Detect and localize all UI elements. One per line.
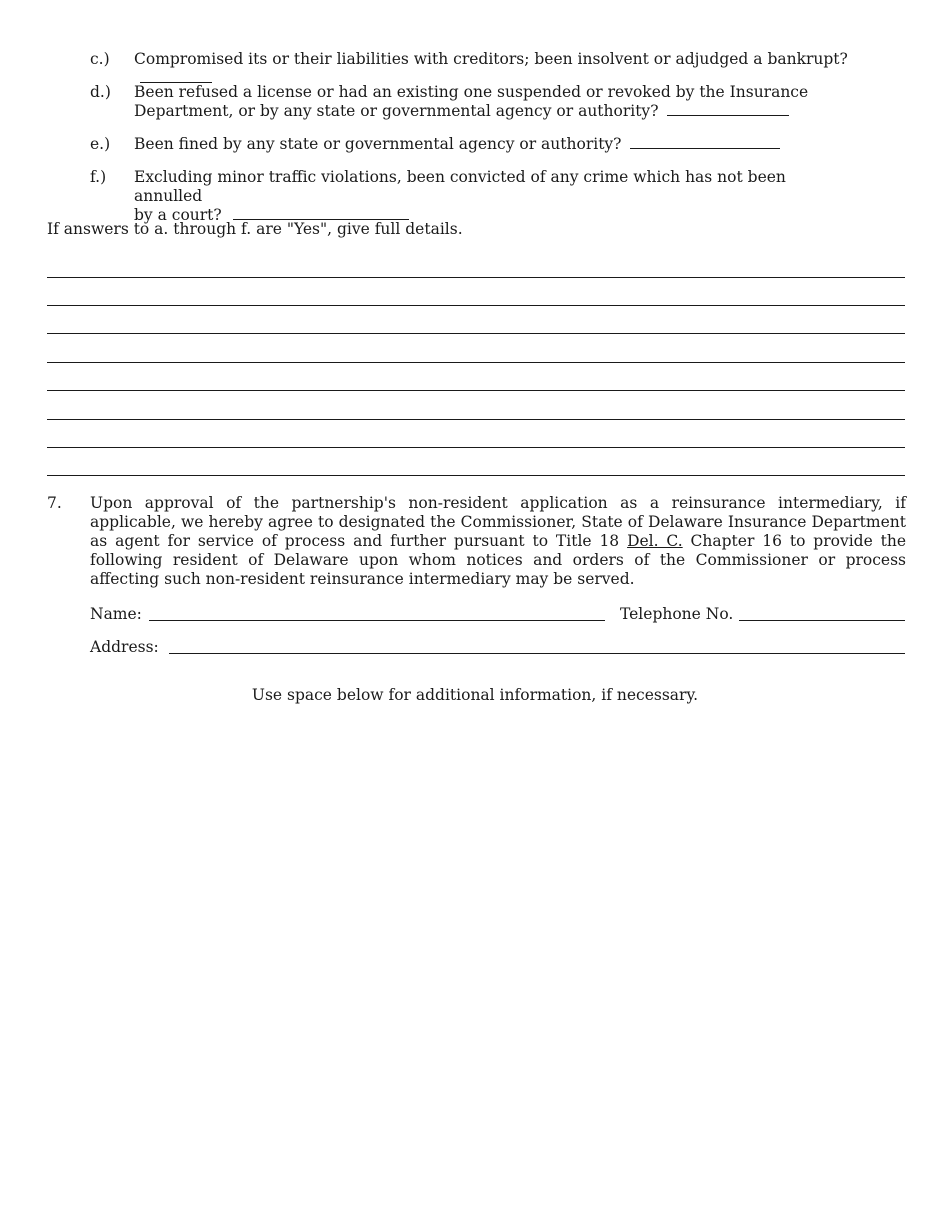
details-line[interactable] — [47, 277, 905, 278]
question-d-answer-field[interactable] — [667, 114, 789, 116]
question-d-line1: Been refused a license or had an existing one suspended or revoked by the Insurance — [134, 83, 809, 101]
details-line[interactable] — [47, 390, 905, 391]
address-field[interactable] — [169, 653, 905, 654]
question-c-text: Compromised its or their liabilities with creditors; been insolvent or adjudged a bankrupt? — [134, 50, 848, 68]
question-c-label: c.) — [90, 50, 110, 68]
question-d-line2: Department, or by any state or governmental agency or authority? — [134, 102, 659, 120]
question-f — [134, 168, 854, 225]
details-line[interactable] — [47, 475, 905, 476]
question-f-line2: by a court? — [134, 206, 222, 224]
question-f-line1: Excluding minor traffic violations, been convicted of any crime which has not been annulled — [134, 168, 786, 205]
name-label: Name: — [90, 605, 142, 623]
telephone-field[interactable] — [739, 620, 905, 621]
question-e-text: Been fined by any state or governmental agency or authority? — [134, 135, 622, 153]
section-7-paragraph — [90, 494, 906, 589]
details-line[interactable] — [47, 305, 905, 306]
additional-info-note: Use space below for additional information, if necessary. — [251, 686, 699, 704]
details-line[interactable] — [47, 447, 905, 448]
question-d-label: d.) — [90, 83, 111, 101]
question-e-answer-field[interactable] — [630, 147, 780, 149]
details-prompt: If answers to a. through f. are "Yes", give full details. — [47, 220, 463, 238]
question-e-label: e.) — [90, 135, 111, 153]
details-line[interactable] — [47, 362, 905, 363]
address-label: Address: — [90, 638, 159, 656]
question-f-label: f.) — [90, 168, 107, 186]
question-e — [134, 135, 834, 154]
section-7-citation: Del. C. — [627, 532, 683, 550]
section-7-number: 7. — [47, 494, 62, 512]
section-7-text-after: Chapter 16 to provide the following resident of Delaware upon whom notices and orders of the Commissioner or process affecting such non-resident reinsurance intermediary may be served. — [90, 532, 907, 588]
name-field[interactable] — [149, 620, 605, 621]
telephone-label: Telephone No. — [620, 605, 734, 623]
details-line[interactable] — [47, 333, 905, 334]
section-7-text-before: Upon approval of the partnership's non-resident application as a reinsurance intermediary, if applicable, we hereby agree to designated the Commissioner, State of Delaware Insurance Department as agent for service of process and further pursuant to Title 18 — [90, 494, 906, 550]
details-line[interactable] — [47, 419, 905, 420]
question-d — [134, 83, 834, 121]
